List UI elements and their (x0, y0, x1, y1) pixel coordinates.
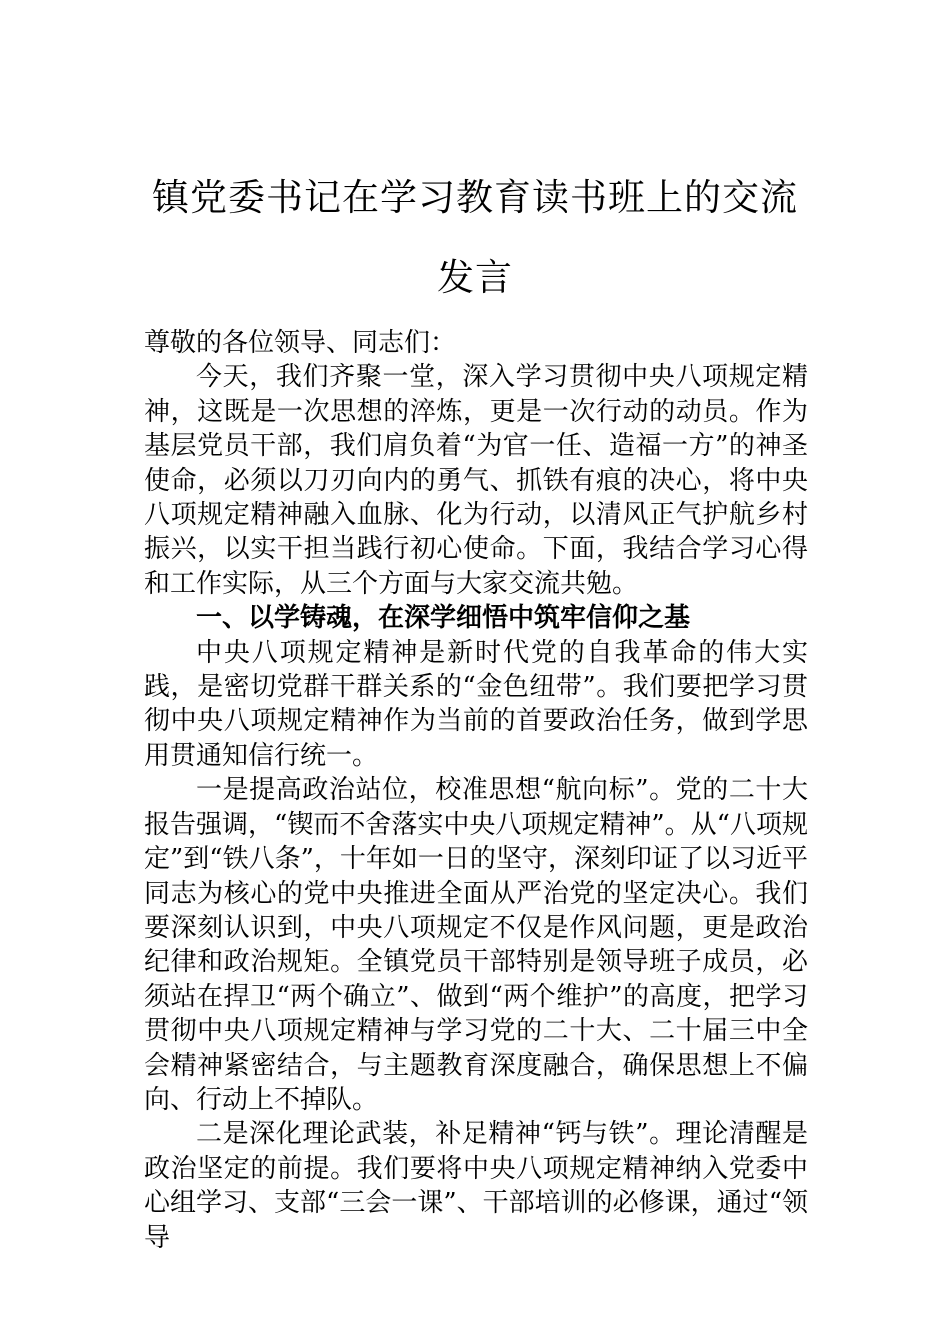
document-title: 镇党委书记在学习教育读书班上的交流发言 (152, 176, 798, 299)
intro-paragraph: 今天，我们齐聚一堂，深入学习贯彻中央八项规定精神，这既是一次思想的淬炼，更是一次行动的动员。作为基层党员干部，我们肩负着“为官一任、造福一方”的神圣使命，必须以刀刃向内的勇气、抓铁有痕的决心，将中央八项规定精神融入血脉、化为行动，以清风正气护航乡村振兴，以实干担当践行初心使命。下面，我结合学习心得和工作实际，从三个方面与大家交流共勉。 (144, 362, 808, 599)
body-paragraph: 二是深化理论武装，补足精神“钙与铁”。理论清醒是政治坚定的前提。我们要将中央八项规定精神纳入党委中心组学习、支部“三会一课”、干部培训的必修课，通过“领导 (144, 1119, 808, 1253)
document-body (144, 326, 808, 1255)
salutation: 尊敬的各位领导、同志们： (144, 328, 457, 358)
body-paragraph: 一是提高政治站位，校准思想“航向标”。党的二十大报告强调，“锲而不舍落实中央八项规定精神”。从“八项规定”到“铁八条”，十年如一日的坚守，深刻印证了以习近平同志为核心的党中央推进全面从严治党的坚定决心。我们要深刻认识到，中央八项规定不仅是作风问题，更是政治纪律和政治规矩。全镇党员干部特别是领导班子成员，必须站在捍卫“两个确立”、做到“两个维护”的高度，把学习贯彻中央八项规定精神与学习党的二十大、二十届三中全会精神紧密结合，与主题教育深度融合，确保思想上不偏向、行动上不掉队。 (144, 775, 808, 1115)
body-paragraph: 中央八项规定精神是新时代党的自我革命的伟大实践，是密切党群干群关系的“金色纽带”。我们要把学习贯彻中央八项规定精神作为当前的首要政治任务，做到学思用贯通知信行统一。 (144, 637, 808, 771)
section-heading-1: 一、以学铸魂，在深学细悟中筑牢信仰之基 (196, 603, 691, 634)
